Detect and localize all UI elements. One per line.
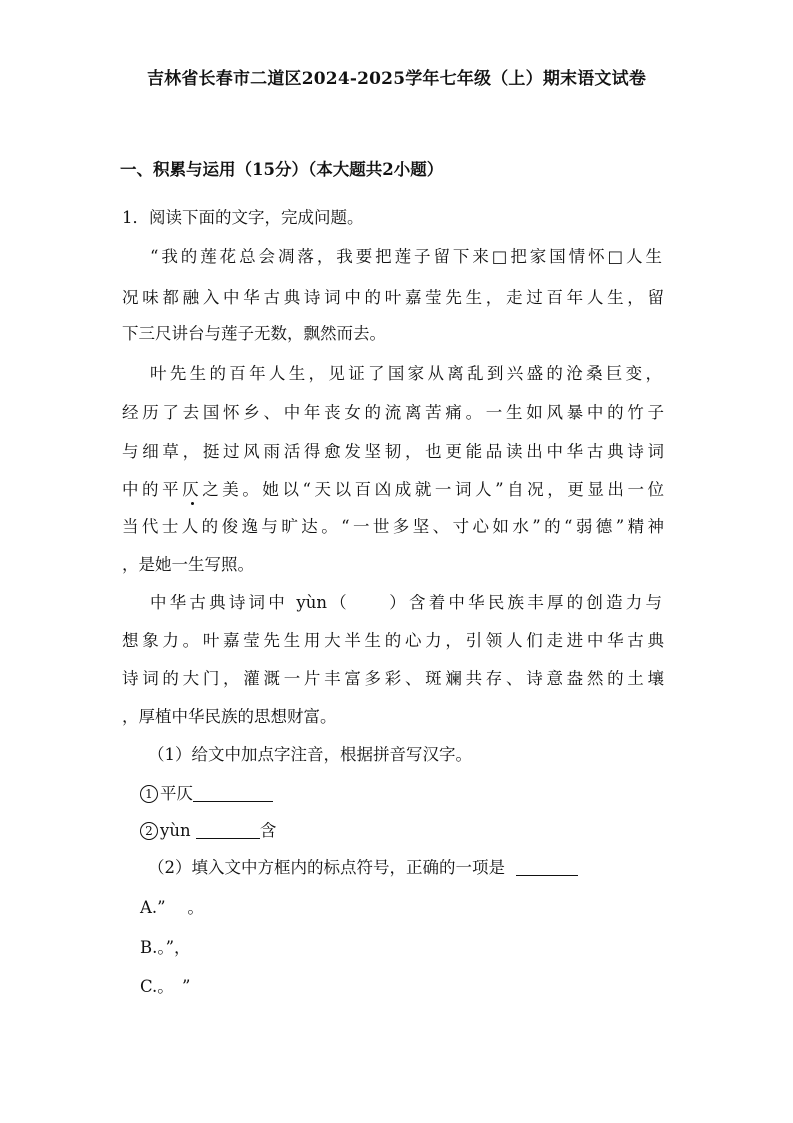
para3-line-3: 诗词的大门，灌溉一片丰富多彩、斑斓共存、诗意盎然的土壤 — [122, 669, 664, 688]
answer-blank-1[interactable] — [193, 785, 273, 802]
para1-line-2: 况味都融入中华古典诗词中的叶嘉莹先生，走过百年人生，留 — [122, 288, 664, 307]
para1-line-1: “我的莲花总会凋落，我要把莲子留下来□把家国情怀□人生 — [150, 247, 662, 266]
sub-question-1-prompt: （1）给文中加点字注音，根据拼音写汉字。 — [148, 745, 472, 764]
question-1-heading: 1．阅读下面的文字，完成问题。 — [122, 208, 364, 227]
circled-number-2: 2 — [140, 822, 158, 840]
para2-line-2: 经历了去国怀乡、中年丧女的流离苦痛。一生如风暴中的竹子 — [122, 403, 664, 422]
para1-line-3: 下三尺讲台与莲子无数，飘然而去。 — [122, 324, 386, 343]
para2-line-5: 当代士人的俊逸与旷达。“一世多坚、寸心如水”的“弱德”精神 — [122, 517, 664, 536]
para2-line-1: 叶先生的百年人生，见证了国家从离乱到兴盛的沧桑巨变， — [150, 364, 662, 383]
option-a[interactable]: A.” 。 — [140, 898, 204, 917]
section-heading: 一、积累与运用（15分）（本大题共2小题） — [120, 160, 444, 179]
circled-number-1: 1 — [140, 785, 158, 803]
sub-question-2-prompt: （2）填入文中方框内的标点符号，正确的一项是 — [148, 858, 578, 878]
para2-line-4-text: 中的平仄之美。她以“天以百凶成就一词人”自况，更显出一位 — [122, 480, 665, 499]
sub1-item-2: 2 yùn 含 — [140, 821, 276, 841]
para3-line-4: ，厚植中华民族的思想财富。 — [122, 707, 337, 726]
answer-blank-3[interactable] — [516, 859, 578, 876]
para3-line-1: 中华古典诗词中 yùn（ ）含着中华民族丰厚的创造力与 — [150, 593, 662, 612]
option-b[interactable]: B.。”， — [140, 938, 191, 957]
sub1-item-1: 1 平仄 — [140, 784, 273, 804]
exam-title: 吉林省长春市二道区2024-2025学年七年级（上）期末语文试卷 — [146, 69, 647, 89]
dotted-char: 仄 — [182, 480, 203, 499]
para2-line-4 — [122, 480, 664, 500]
option-c[interactable]: C.。 ” — [140, 977, 191, 996]
para2-line-3: 与细草，挺过风雨活得愈发坚韧，也更能品读出中华古典诗词 — [122, 442, 664, 461]
para3-line-2: 想象力。叶嘉莹先生用大半生的心力，引领人们走进中华古典 — [122, 631, 664, 650]
answer-blank-2[interactable] — [196, 822, 260, 839]
para2-line-6: ，是她一生写照。 — [122, 555, 254, 574]
